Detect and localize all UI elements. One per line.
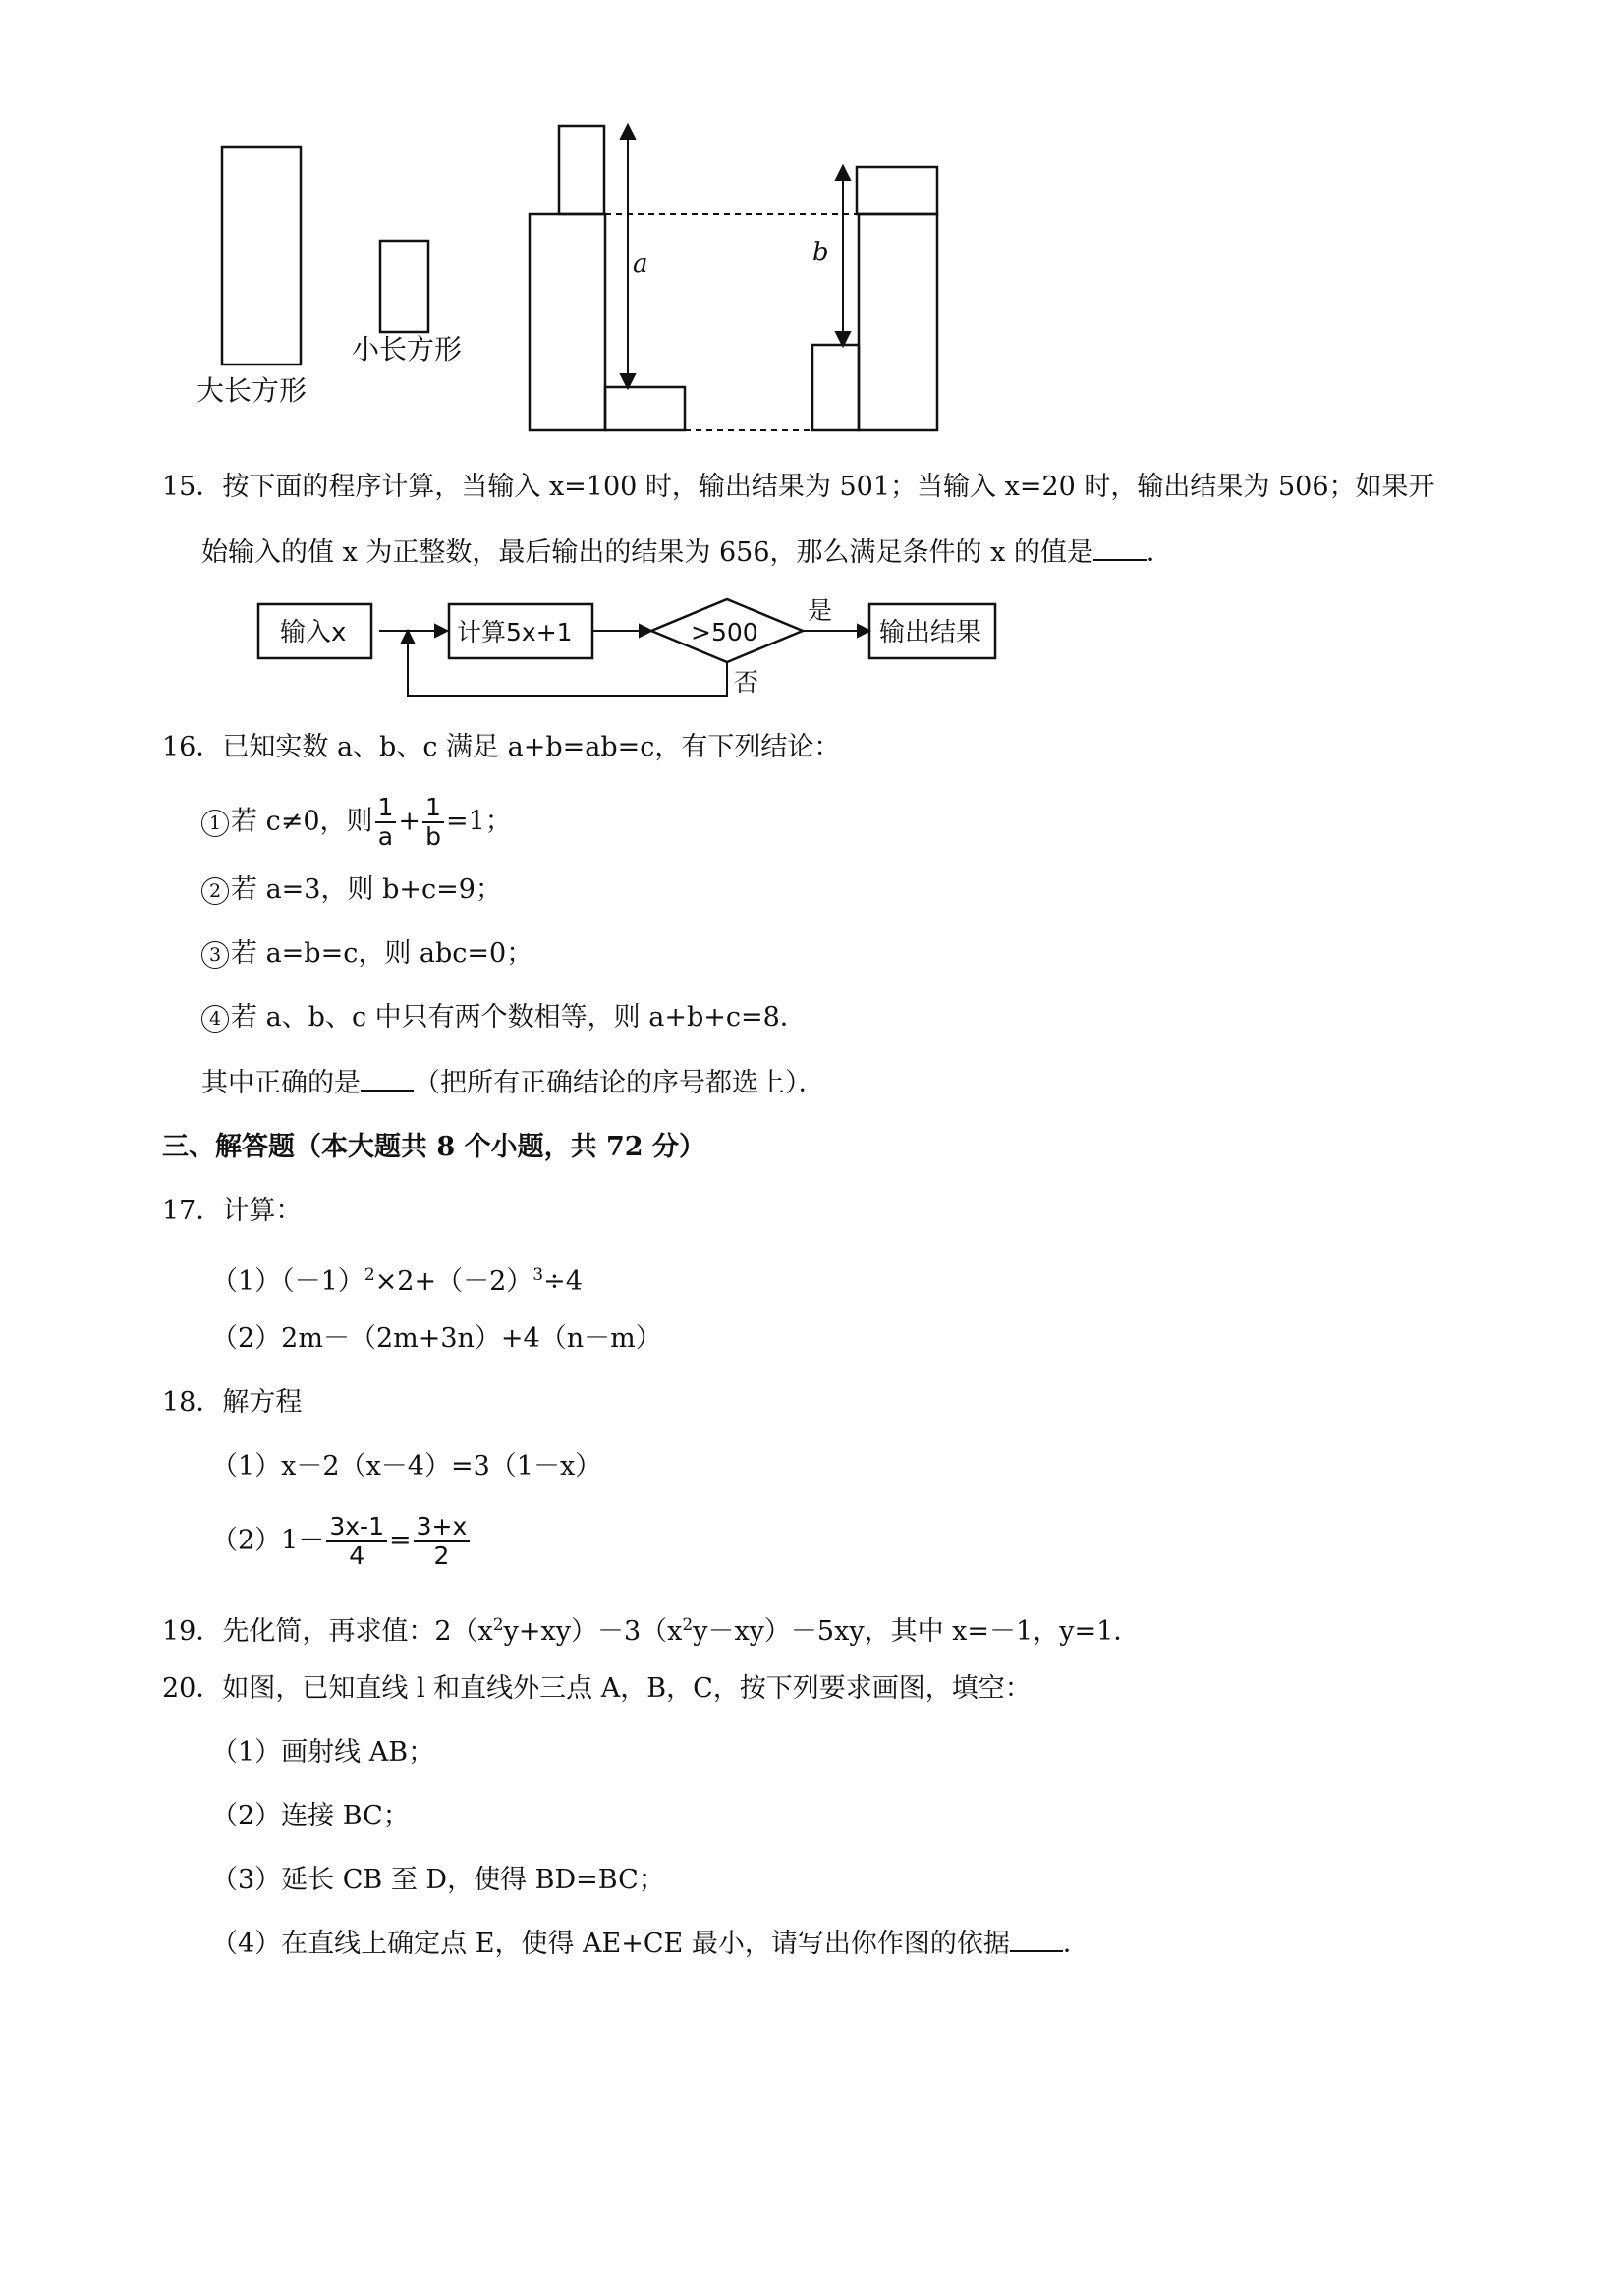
q16-statement-2: 2 若 a=3，则 b+c=9； [201,872,502,908]
flow-compute-label: 计算5x+1 [457,618,573,646]
label-small-rectangle: 小长方形 [352,333,463,365]
q16-fraction-1a: $\frac{1}{a}$ [375,794,397,851]
flow-no-label: 否 [734,668,759,697]
q18-part-2: （2）1－ $\frac{3x-1}{4}$ = $\frac{3+x}{2}$ [211,1513,472,1570]
right-bottom-small-rect [812,345,859,430]
q20-stem: 20．如图，已知直线 l 和直线外三点 A，B，C，按下列要求画图，填空： [162,1673,1032,1704]
flow-yes-label: 是 [808,596,833,625]
q19-number: 19． [162,1616,223,1647]
q20-part-2: （2）连接 BC； [211,1801,410,1831]
q16-marker-4: 4 [201,1005,229,1033]
q16-tail: 其中正确的是 （把所有正确结论的序号都选上）． [201,1068,825,1098]
right-top-small-rect [857,167,937,214]
q16-answer-blank[interactable] [361,1066,414,1092]
q15-text1: 按下面的程序计算，当输入 x=100 时，输出结果为 501；当输入 x=20 时，输出结果为 506；如果开 [222,472,1435,502]
q15-end: ． [1146,537,1173,568]
q18-number: 18． [162,1387,223,1418]
flow-input-label: 输入x [280,618,347,647]
left-big-rect [530,214,605,430]
label-b: b [812,238,829,267]
q15-answer-blank[interactable] [1093,535,1147,561]
q15-number: 15． [162,472,223,502]
q18-fraction-left: $\frac{3x-1}{4}$ [326,1513,387,1570]
q18-part-1: （1）x－2（x－4）=3（1－x） [211,1451,602,1482]
q16-marker-3: 3 [201,941,229,969]
flow-output-label: 输出结果 [879,618,982,647]
q20-part-1: （1）画射线 AB； [211,1737,435,1767]
q16-stem [162,730,840,765]
q18-stem: 18．解方程 [162,1387,303,1418]
q19-line: 19．先化简，再求值：$2(x^2y+xy)-3(x^2y-xy)-5xy$，其中 x=－1，y=1． [162,1615,1141,1647]
q17-part-2: （2）2m－（2m+3n）+4（n－m） [211,1323,662,1354]
q16-statement-1: 1 若 c≠0，则 $\frac{1}{a}$ + $\frac{1}{b}$ =1； [201,794,512,851]
q15-line2 [201,535,1173,571]
left-bottom-small-rect [605,387,685,430]
rectangles-figure [187,113,963,447]
q20-number: 20． [162,1673,223,1704]
q17-stem: 17．计算： [162,1196,303,1226]
q20-part-4: （4）在直线上确定点 E，使得 AE+CE 最小，请写出你作图的依据 ． [211,1929,1090,1959]
label-a: a [633,250,648,279]
left-top-small-rect [559,126,604,214]
q18-fraction-right: $\frac{3+x}{2}$ [414,1513,471,1570]
flowchart [251,589,1017,702]
q15-text2: 始输入的值 x 为正整数，最后输出的结果为 656，那么满足条件的 x 的值是 [201,537,1093,568]
q16-statement-3: 3 若 a=b=c，则 abc=0； [201,936,532,972]
big-rectangle [222,147,301,364]
q17-number: 17． [162,1196,223,1226]
q16-stem-text: 已知实数 a、b、c 满足 a+b=ab=c，有下列结论： [222,732,841,762]
right-big-rect [859,214,937,430]
section-3-heading: 三、解答题（本大题共 8 个小题，共 72 分） [162,1132,705,1162]
q16-marker-2: 2 [201,877,229,905]
label-big-rectangle: 大长方形 [196,374,308,407]
flow-condition-label: >500 [691,618,758,646]
q15-line1 [162,470,1435,505]
q16-marker-1: 1 [201,810,229,837]
small-rectangle [380,241,428,332]
q20-answer-blank[interactable] [1010,1927,1063,1952]
q16-fraction-1b: $\frac{1}{b}$ [422,794,444,851]
q20-part-3: （3）延长 CB 至 D，使得 BD=BC； [211,1865,665,1895]
q16-statement-4: 4 若 a、b、c 中只有两个数相等，则 a+b+c=8． [201,1000,807,1036]
q16-number: 16． [162,732,223,762]
q17-part-1: $(1)(-1)^2\times 2+(-2)^3\div 4$ [211,1265,583,1297]
